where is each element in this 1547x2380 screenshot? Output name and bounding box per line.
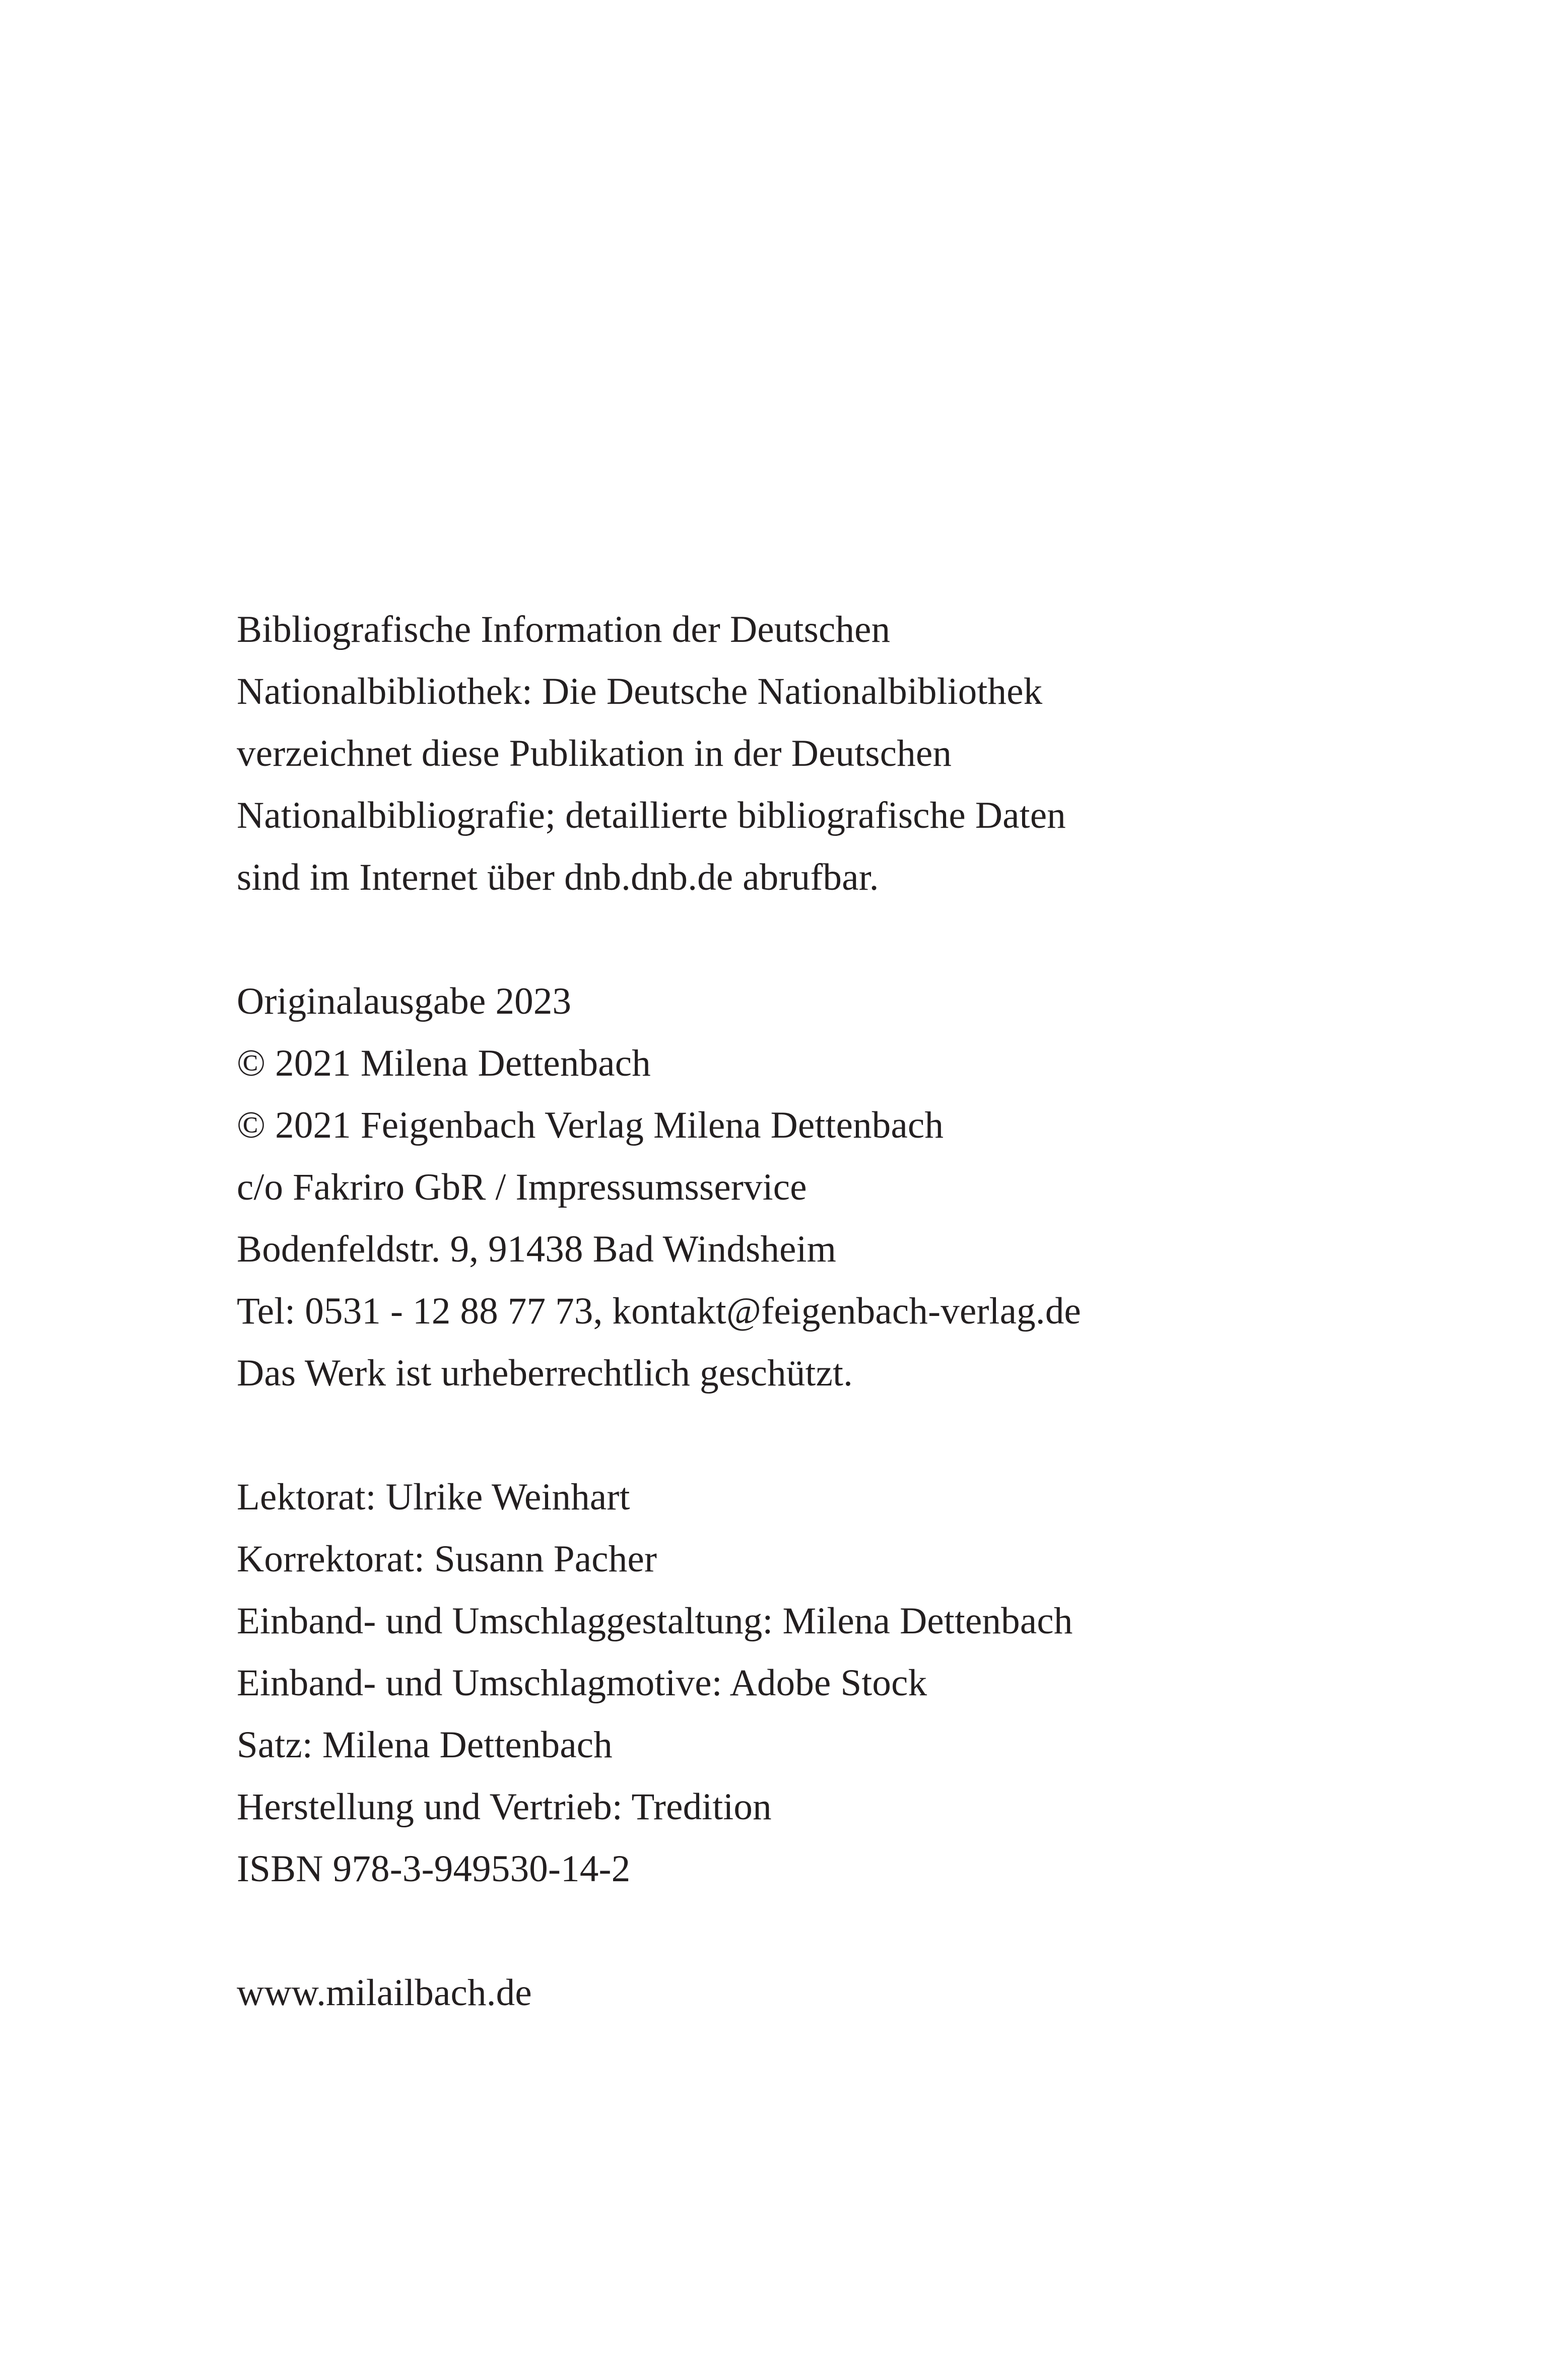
imprint-text bbox=[237, 599, 1446, 2024]
bibliographic-info-line: sind im Internet über dnb.dnb.de abrufbar. bbox=[237, 856, 879, 898]
credits-block bbox=[237, 1466, 1446, 1900]
website-url: www.milailbach.de bbox=[237, 1972, 532, 2014]
publisher-info-block bbox=[237, 970, 1446, 1404]
cover-motifs-credit: Einband- und Umschlagmotive: Adobe Stock bbox=[237, 1662, 927, 1704]
bibliographic-info-line: verzeichnet diese Publikation in der Deutschen bbox=[237, 733, 952, 774]
proofreading-credit: Korrektorat: Susann Pacher bbox=[237, 1538, 657, 1580]
care-of-line: c/o Fakriro GbR / Impressumsservice bbox=[237, 1166, 807, 1208]
website-block bbox=[237, 1962, 1446, 2024]
bibliographic-info-line: Nationalbibliografie; detaillierte bibliografische Daten bbox=[237, 795, 1066, 836]
cover-design-credit: Einband- und Umschlaggestaltung: Milena Dettenbach bbox=[237, 1600, 1073, 1642]
copyright-notice-line: Das Werk ist urheberrechtlich geschützt. bbox=[237, 1352, 853, 1394]
edition-line: Originalausgabe 2023 bbox=[237, 980, 572, 1022]
typesetting-credit: Satz: Milena Dettenbach bbox=[237, 1724, 613, 1766]
editing-credit: Lektorat: Ulrike Weinhart bbox=[237, 1476, 630, 1518]
author-copyright-line: © 2021 Milena Dettenbach bbox=[237, 1042, 651, 1084]
isbn-line: ISBN 978-3-949530-14-2 bbox=[237, 1848, 631, 1890]
publisher-copyright-line: © 2021 Feigenbach Verlag Milena Dettenbach bbox=[237, 1104, 944, 1146]
bibliographic-info-line: Nationalbibliothek: Die Deutsche Nationalbibliothek bbox=[237, 671, 1043, 712]
production-credit: Herstellung und Vertrieb: Tredition bbox=[237, 1786, 772, 1828]
bibliographic-info-block bbox=[237, 599, 1446, 908]
bibliographic-info-line: Bibliografische Information der Deutschen bbox=[237, 609, 891, 650]
contact-line: Tel: 0531 - 12 88 77 73, kontakt@feigenbach-verlag.de bbox=[237, 1290, 1082, 1332]
address-line: Bodenfeldstr. 9, 91438 Bad Windsheim bbox=[237, 1228, 837, 1270]
